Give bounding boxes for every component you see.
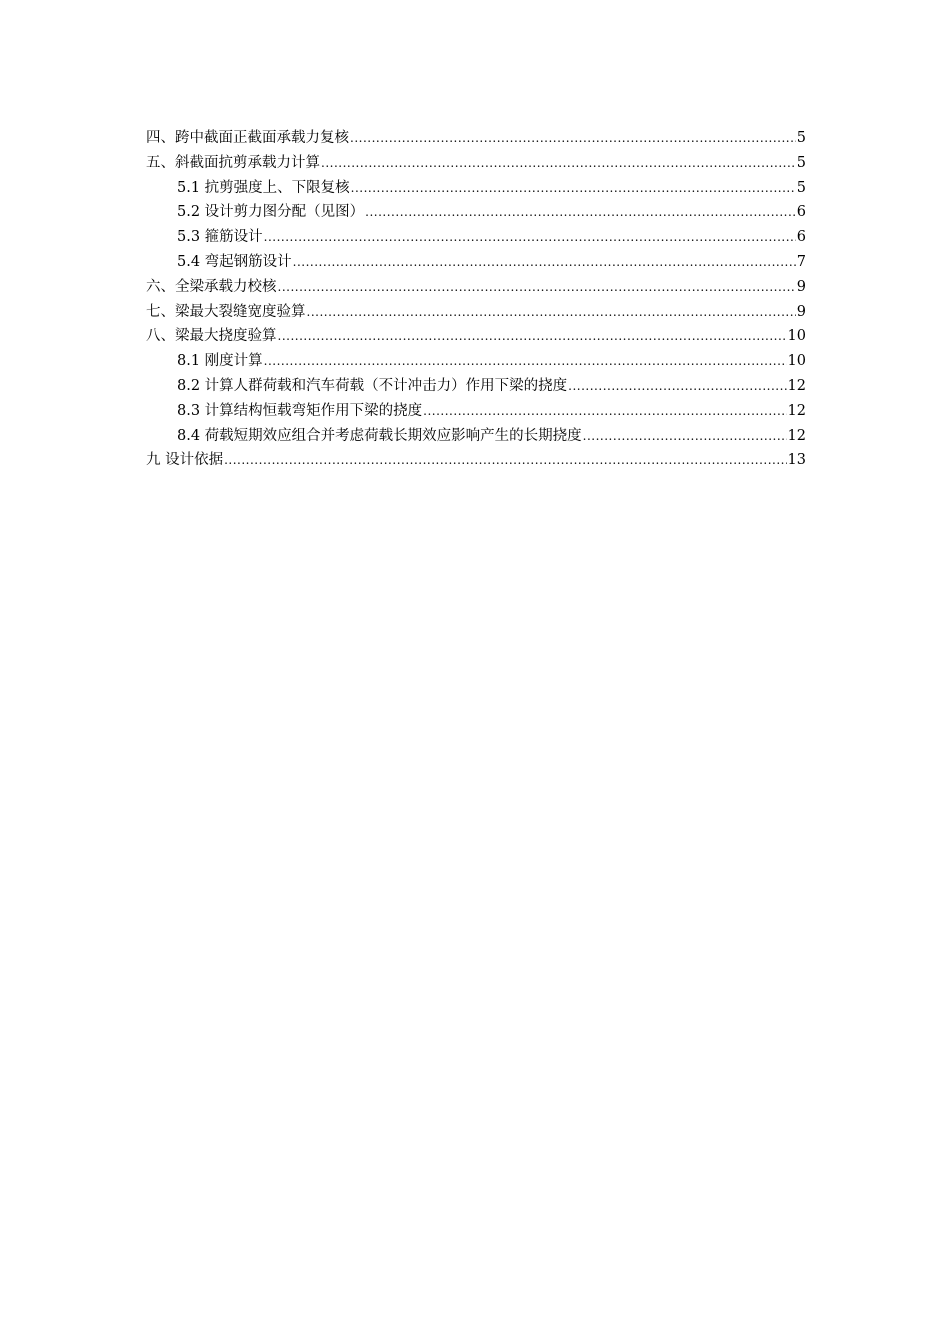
toc-page-number: 12	[787, 377, 806, 394]
toc-page-number: 6	[796, 204, 806, 221]
toc-entry-title: 8.4 荷载短期效应组合并考虑荷载长期效应影响产生的长期挠度	[177, 427, 582, 444]
toc-page-number: 5	[796, 130, 806, 146]
toc-leader-dots	[350, 126, 796, 151]
toc-leader-dots	[278, 275, 796, 300]
toc-entry-title: 六、全梁承载力校核	[146, 278, 277, 295]
toc-leader-dots	[351, 176, 796, 201]
toc-leader-dots	[583, 424, 787, 449]
toc-entry[interactable]	[146, 324, 806, 349]
toc-entry-title: 8.3 计算结构恒载弯矩作用下梁的挠度	[177, 402, 423, 419]
toc-leader-dots	[365, 200, 796, 225]
toc-entry-title: 五、斜截面抗剪承载力计算	[146, 154, 320, 171]
toc-entry-title: 8.1 刚度计算	[177, 353, 263, 370]
toc-page-number: 9	[796, 303, 806, 320]
toc-leader-dots	[293, 250, 796, 275]
toc-entry[interactable]	[146, 448, 806, 473]
toc-page-number: 12	[787, 402, 806, 419]
toc-page-number: 9	[796, 278, 806, 295]
toc-entry[interactable]	[146, 275, 806, 300]
toc-entry[interactable]	[146, 126, 806, 151]
toc-page-number: 13	[787, 452, 806, 469]
toc-entry-title: 8.2 计算人群荷载和汽车荷载（不计冲击力）作用下梁的挠度	[177, 377, 568, 394]
toc-entry-title: 5.1 抗剪强度上、下限复核	[177, 179, 350, 196]
toc-entry[interactable]	[146, 300, 806, 325]
toc-page-number: 7	[796, 253, 806, 270]
toc-entry-title: 5.3 箍筋设计	[177, 229, 263, 246]
toc-entry-title: 九 设计依据	[146, 452, 224, 469]
toc-entry[interactable]	[146, 349, 806, 374]
toc-leader-dots	[224, 448, 786, 473]
toc-leader-dots	[423, 399, 786, 424]
table-of-contents	[146, 126, 806, 473]
toc-entry[interactable]	[146, 424, 806, 449]
toc-entry-title: 5.2 设计剪力图分配（见图）	[177, 204, 365, 221]
toc-leader-dots	[278, 324, 787, 349]
toc-entry-title: 七、梁最大裂缝宽度验算	[146, 303, 306, 320]
toc-page-number: 10	[787, 328, 806, 345]
toc-leader-dots	[321, 151, 796, 176]
toc-entry[interactable]	[146, 399, 806, 424]
toc-entry[interactable]	[146, 374, 806, 399]
toc-entry-title: 5.4 弯起钢筋设计	[177, 253, 292, 270]
toc-entry[interactable]	[146, 250, 806, 275]
toc-entry[interactable]	[146, 200, 806, 225]
toc-page-number: 5	[796, 179, 806, 196]
toc-entry-title: 四、跨中截面正截面承载力复核	[146, 130, 349, 146]
toc-page-number: 5	[796, 154, 806, 171]
toc-entry-title: 八、梁最大挠度验算	[146, 328, 277, 345]
toc-page-number: 10	[787, 353, 806, 370]
toc-leader-dots	[264, 349, 787, 374]
toc-leader-dots	[264, 225, 796, 250]
toc-entry[interactable]	[146, 151, 806, 176]
toc-page-number: 12	[787, 427, 806, 444]
toc-entry[interactable]	[146, 176, 806, 201]
toc-entry[interactable]	[146, 225, 806, 250]
toc-leader-dots	[307, 300, 796, 325]
toc-page-number: 6	[796, 229, 806, 246]
toc-leader-dots	[568, 374, 786, 399]
